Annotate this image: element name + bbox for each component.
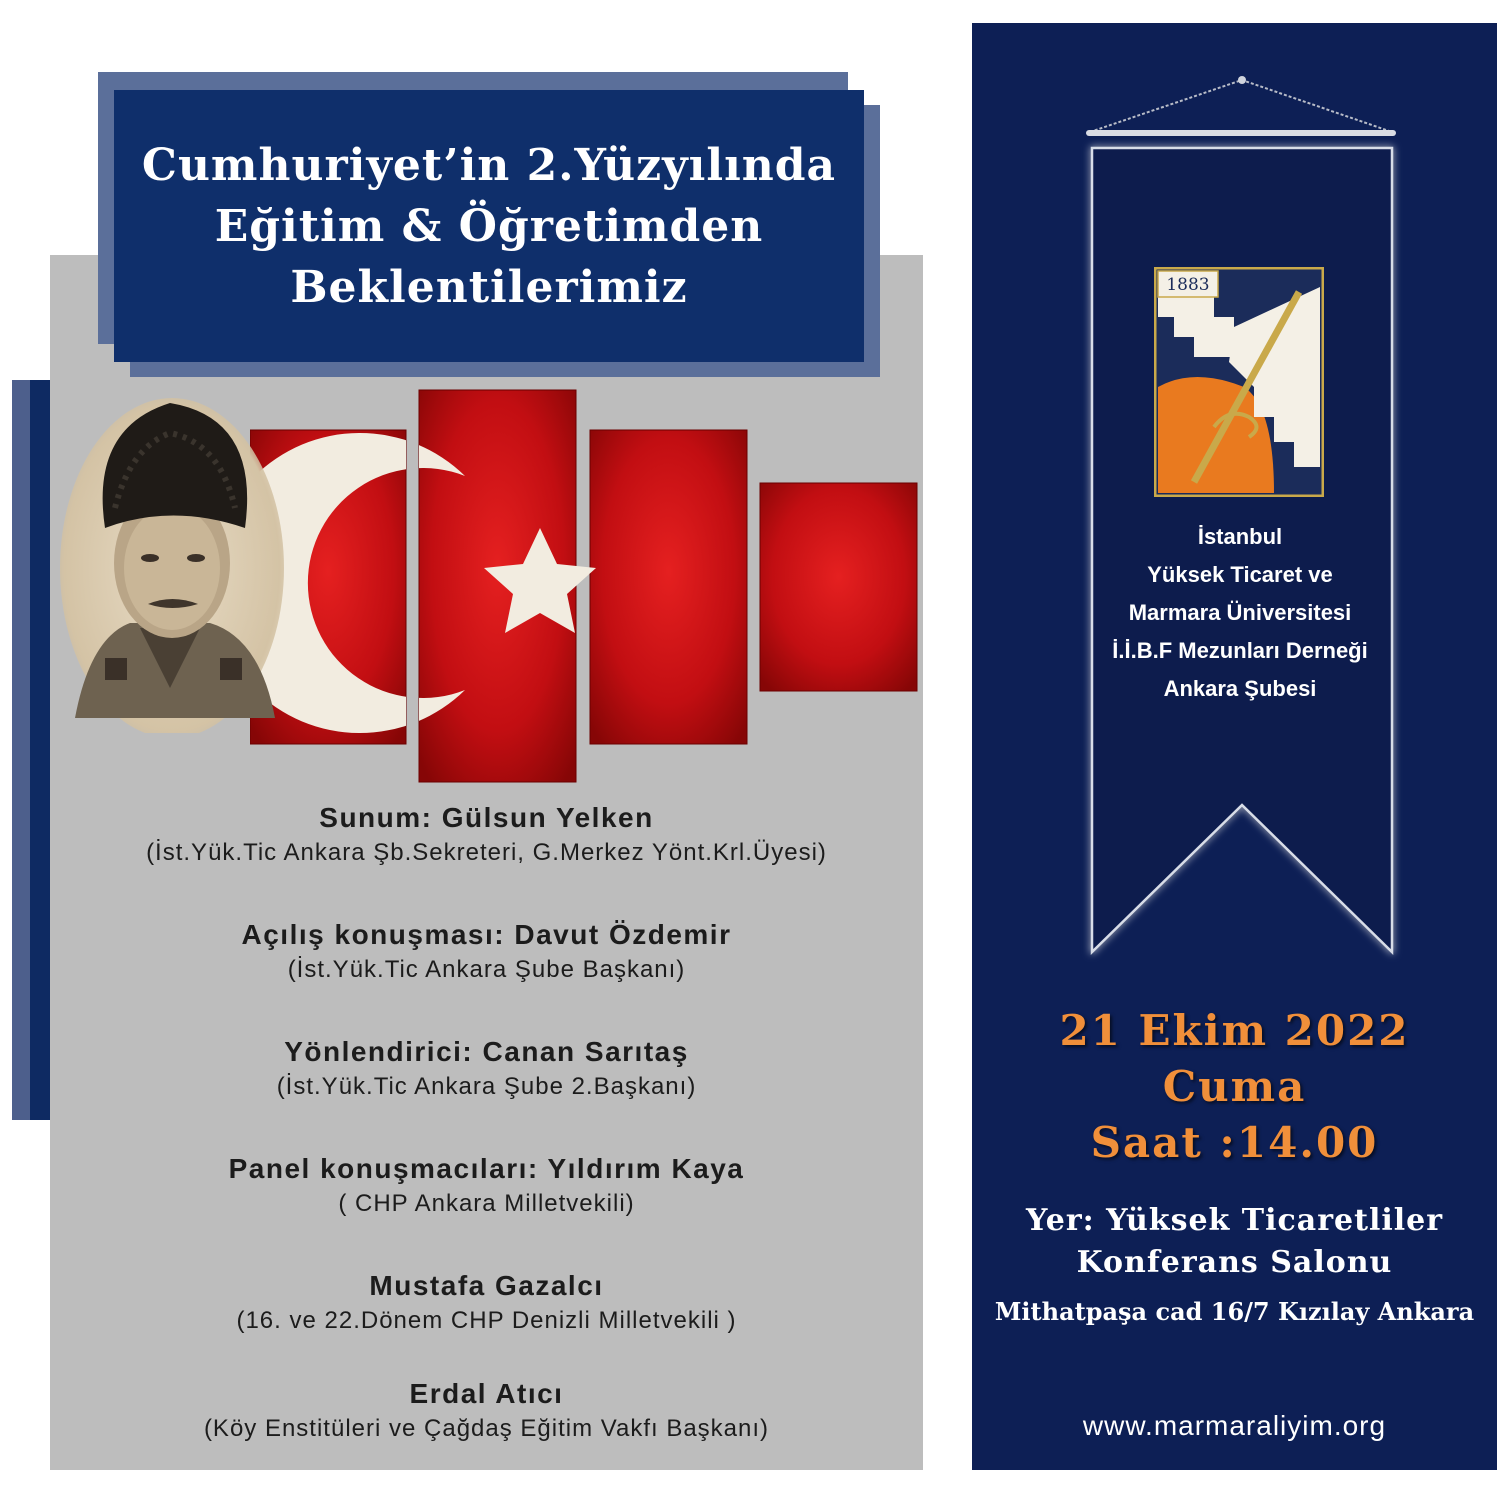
- speaker-role: (İst.Yük.Tic Ankara Şube Başkanı): [287, 956, 686, 983]
- speaker-item: [50, 917, 923, 987]
- speaker-name: Erdal Atıcı: [409, 1378, 564, 1409]
- speaker-role: ( CHP Ankara Milletvekili): [338, 1190, 635, 1217]
- event-venue: [972, 1200, 1497, 1340]
- organization-line-4: İ.İ.B.F Mezunları Derneği: [1112, 638, 1368, 663]
- event-time: Saat :14.00: [1090, 1118, 1379, 1167]
- speaker-role: (16. ve 22.Dönem CHP Denizli Milletvekili ): [236, 1307, 737, 1334]
- speaker-role: (Köy Enstitüleri ve Çağdaş Eğitim Vakfı Başkanı): [203, 1415, 770, 1442]
- speaker-name: Sunum: Gülsun Yelken: [319, 802, 654, 833]
- decorative-bar-dark: [30, 380, 52, 1120]
- speaker-item: [50, 1034, 923, 1104]
- speaker-role: (İst.Yük.Tic Ankara Şube 2.Başkanı): [276, 1073, 697, 1100]
- organization-line-3: Marmara Üniversitesi: [1128, 600, 1352, 625]
- speaker-item: [50, 800, 923, 870]
- turkish-flag-panels: [250, 388, 920, 788]
- event-date: 21 Ekim 2022: [1059, 1006, 1410, 1055]
- speaker-item: [50, 1376, 923, 1446]
- organization-line-2: Yüksek Ticaret ve: [1147, 562, 1333, 587]
- speaker-item: [50, 1268, 923, 1338]
- flag-panel-3: [590, 430, 747, 744]
- organization-name: [1085, 518, 1395, 708]
- event-day: Cuma: [1162, 1062, 1307, 1111]
- ataturk-portrait: [60, 388, 285, 733]
- speaker-name: Yönlendirici: Canan Sarıtaş: [284, 1036, 689, 1067]
- venue-line-1: Yer: Yüksek Ticaretliler: [1025, 1203, 1444, 1238]
- event-title-line-3: Beklentilerimiz: [290, 261, 688, 313]
- speaker-name: Panel konuşmacıları: Yıldırım Kaya: [228, 1153, 745, 1184]
- venue-address: Mithatpaşa cad 16/7 Kızılay Ankara: [994, 1297, 1475, 1326]
- speaker-item: [50, 1151, 923, 1221]
- organization-line-1: İstanbul: [1197, 524, 1283, 549]
- speaker-name: Mustafa Gazalcı: [369, 1270, 604, 1301]
- association-logo: [1154, 267, 1324, 497]
- organization-line-5: Ankara Şubesi: [1163, 676, 1317, 701]
- event-datetime: [972, 1003, 1497, 1171]
- flag-panel-4: [760, 483, 917, 691]
- event-title-box: [114, 90, 864, 362]
- website-link[interactable]: www.marmaraliyim.org: [1082, 1410, 1387, 1441]
- speaker-name: Açılış konuşması: Davut Özdemir: [241, 919, 732, 950]
- event-title-line-2: Eğitim & Öğretimden: [214, 200, 764, 252]
- speaker-role: (İst.Yük.Tic Ankara Şb.Sekreteri, G.Merkez Yönt.Krl.Üyesi): [146, 839, 827, 866]
- speaker-list: [50, 800, 923, 1493]
- logo-year: 1883: [1166, 275, 1210, 295]
- event-title-line-1: Cumhuriyet’in 2.Yüzyılında: [141, 139, 837, 191]
- venue-line-2: Konferans Salonu: [1076, 1245, 1393, 1280]
